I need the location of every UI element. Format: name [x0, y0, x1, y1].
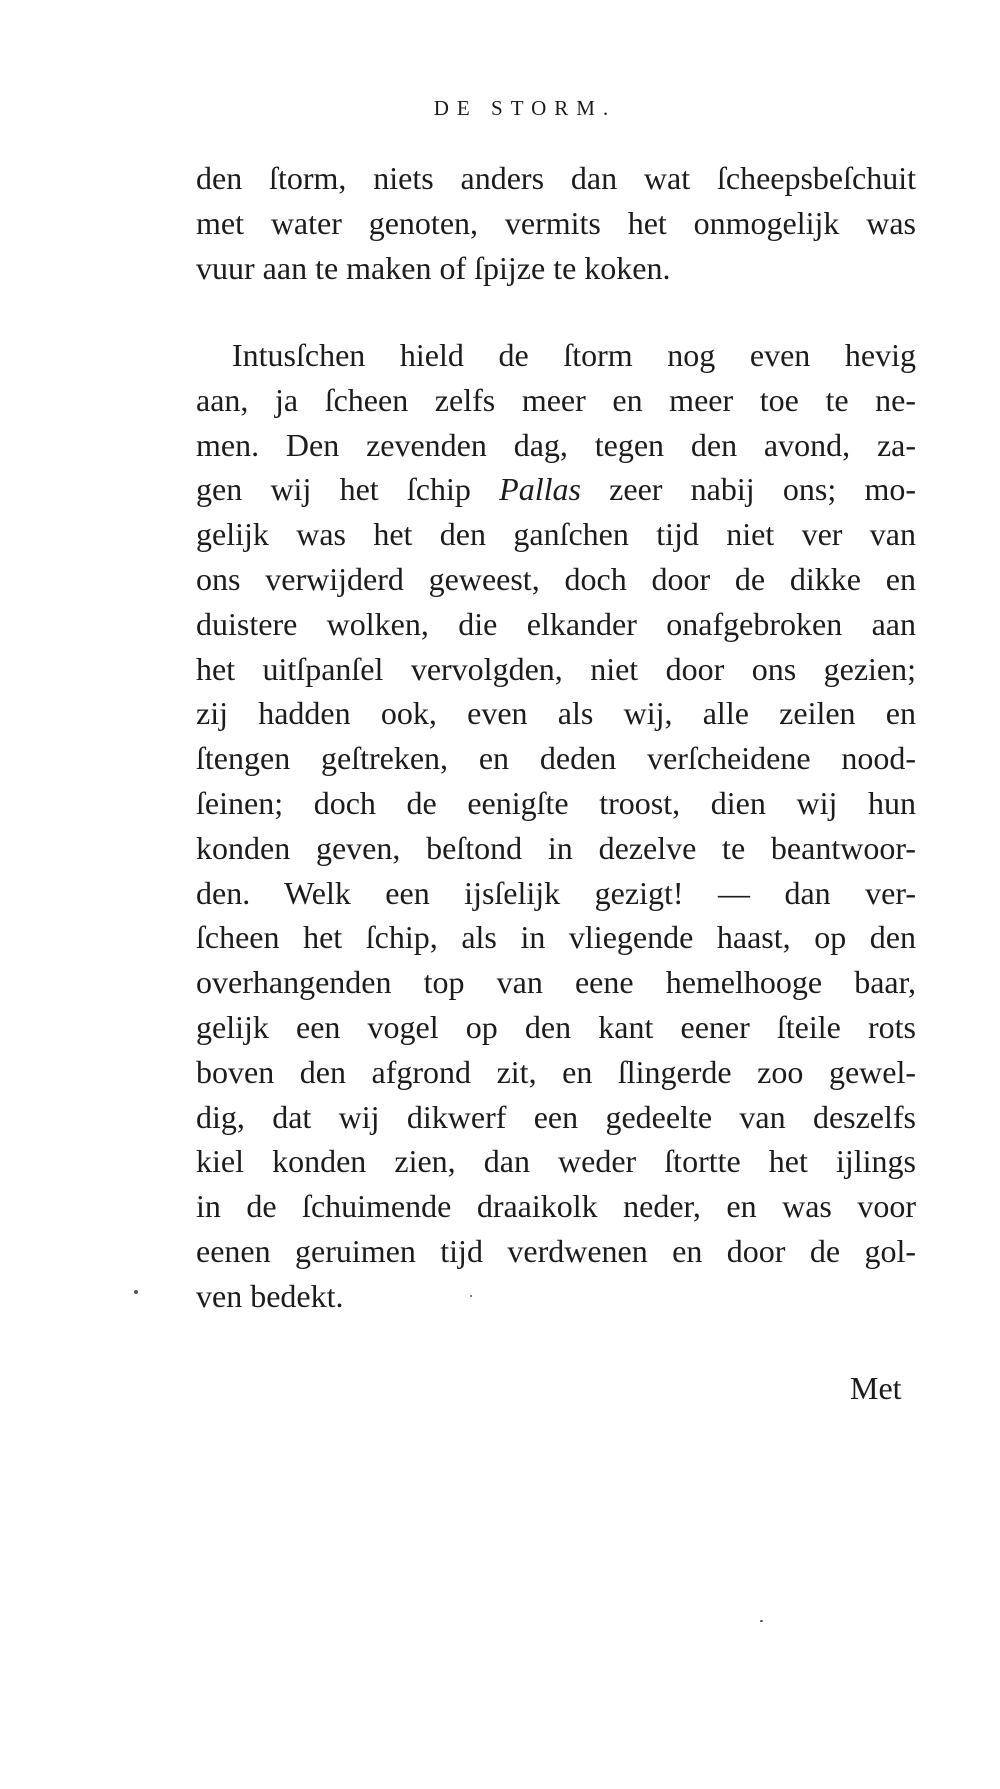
- paper-speck: [134, 1290, 138, 1294]
- text-line: ons verwijderd geweest, doch door de dikke en: [196, 560, 916, 597]
- text-line: eenen geruimen tijd verdwenen en door de gol-: [196, 1232, 916, 1269]
- text-line: den ſtorm, niets anders dan wat ſcheepsbeſchuit: [196, 160, 916, 196]
- text-line: ſcheen het ſchip, als in vliegende haast, op den: [196, 919, 916, 956]
- text-fragment: gen wij het ſchip: [196, 471, 471, 508]
- paper-speck: [470, 1295, 472, 1297]
- text-line: het uitſpanſel vervolgden, niet door ons gezien;: [196, 650, 916, 687]
- running-head: DE STORM.: [433, 96, 617, 120]
- text-line: gelijk een vogel op den kant eener ſteile rots: [196, 1008, 916, 1045]
- text-line: ſeinen; doch de eenigſte troost, dien wij hun: [196, 784, 916, 821]
- text-line: kiel konden zien, dan weder ſtortte het ijlings: [196, 1143, 916, 1180]
- catchword: Met: [850, 1370, 902, 1406]
- text-line-with-ship-name: [196, 467, 916, 512]
- text-line: vuur aan te maken of ſpijze te koken.: [196, 249, 671, 286]
- text-fragment: zeer nabij ons; mo-: [609, 471, 917, 508]
- paper-speck: [760, 1620, 763, 1622]
- text-line: zij hadden ook, even als wij, alle zeilen en: [196, 695, 916, 732]
- text-line: den. Welk een ijsſelijk gezigt! — dan ver-: [196, 874, 916, 911]
- text-line: aan, ja ſcheen zelfs meer en meer toe te ne-: [196, 381, 916, 418]
- text-line: ven bedekt.: [196, 1277, 344, 1314]
- text-line: in de ſchuimende draaikolk neder, en was voor: [196, 1188, 916, 1225]
- text-line: boven den afgrond zit, en ſlingerde zoo gewel-: [196, 1053, 916, 1090]
- text-line: konden geven, beſtond in dezelve te beantwoor-: [196, 829, 916, 866]
- text-line: met water genoten, vermits het onmogelijk was: [196, 204, 916, 241]
- text-line: overhangenden top van eene hemelhooge baar,: [196, 964, 916, 1001]
- text-line: ſtengen geſtreken, en deden verſcheidene nood-: [196, 740, 916, 777]
- text-line: Intusſchen hield de ſtorm nog even hevig: [232, 337, 916, 373]
- ship-name: Pallas: [499, 471, 581, 508]
- paragraph-2: [196, 333, 916, 1319]
- paragraph-1: [196, 156, 916, 290]
- text-line: gelijk was het den ganſchen tijd niet ver van: [196, 516, 916, 553]
- text-line: dig, dat wij dikwerf een gedeelte van deszelfs: [196, 1098, 916, 1135]
- text-line: duistere wolken, die elkander onafgebroken aan: [196, 605, 916, 642]
- text-line: men. Den zevenden dag, tegen den avond, za-: [196, 426, 916, 463]
